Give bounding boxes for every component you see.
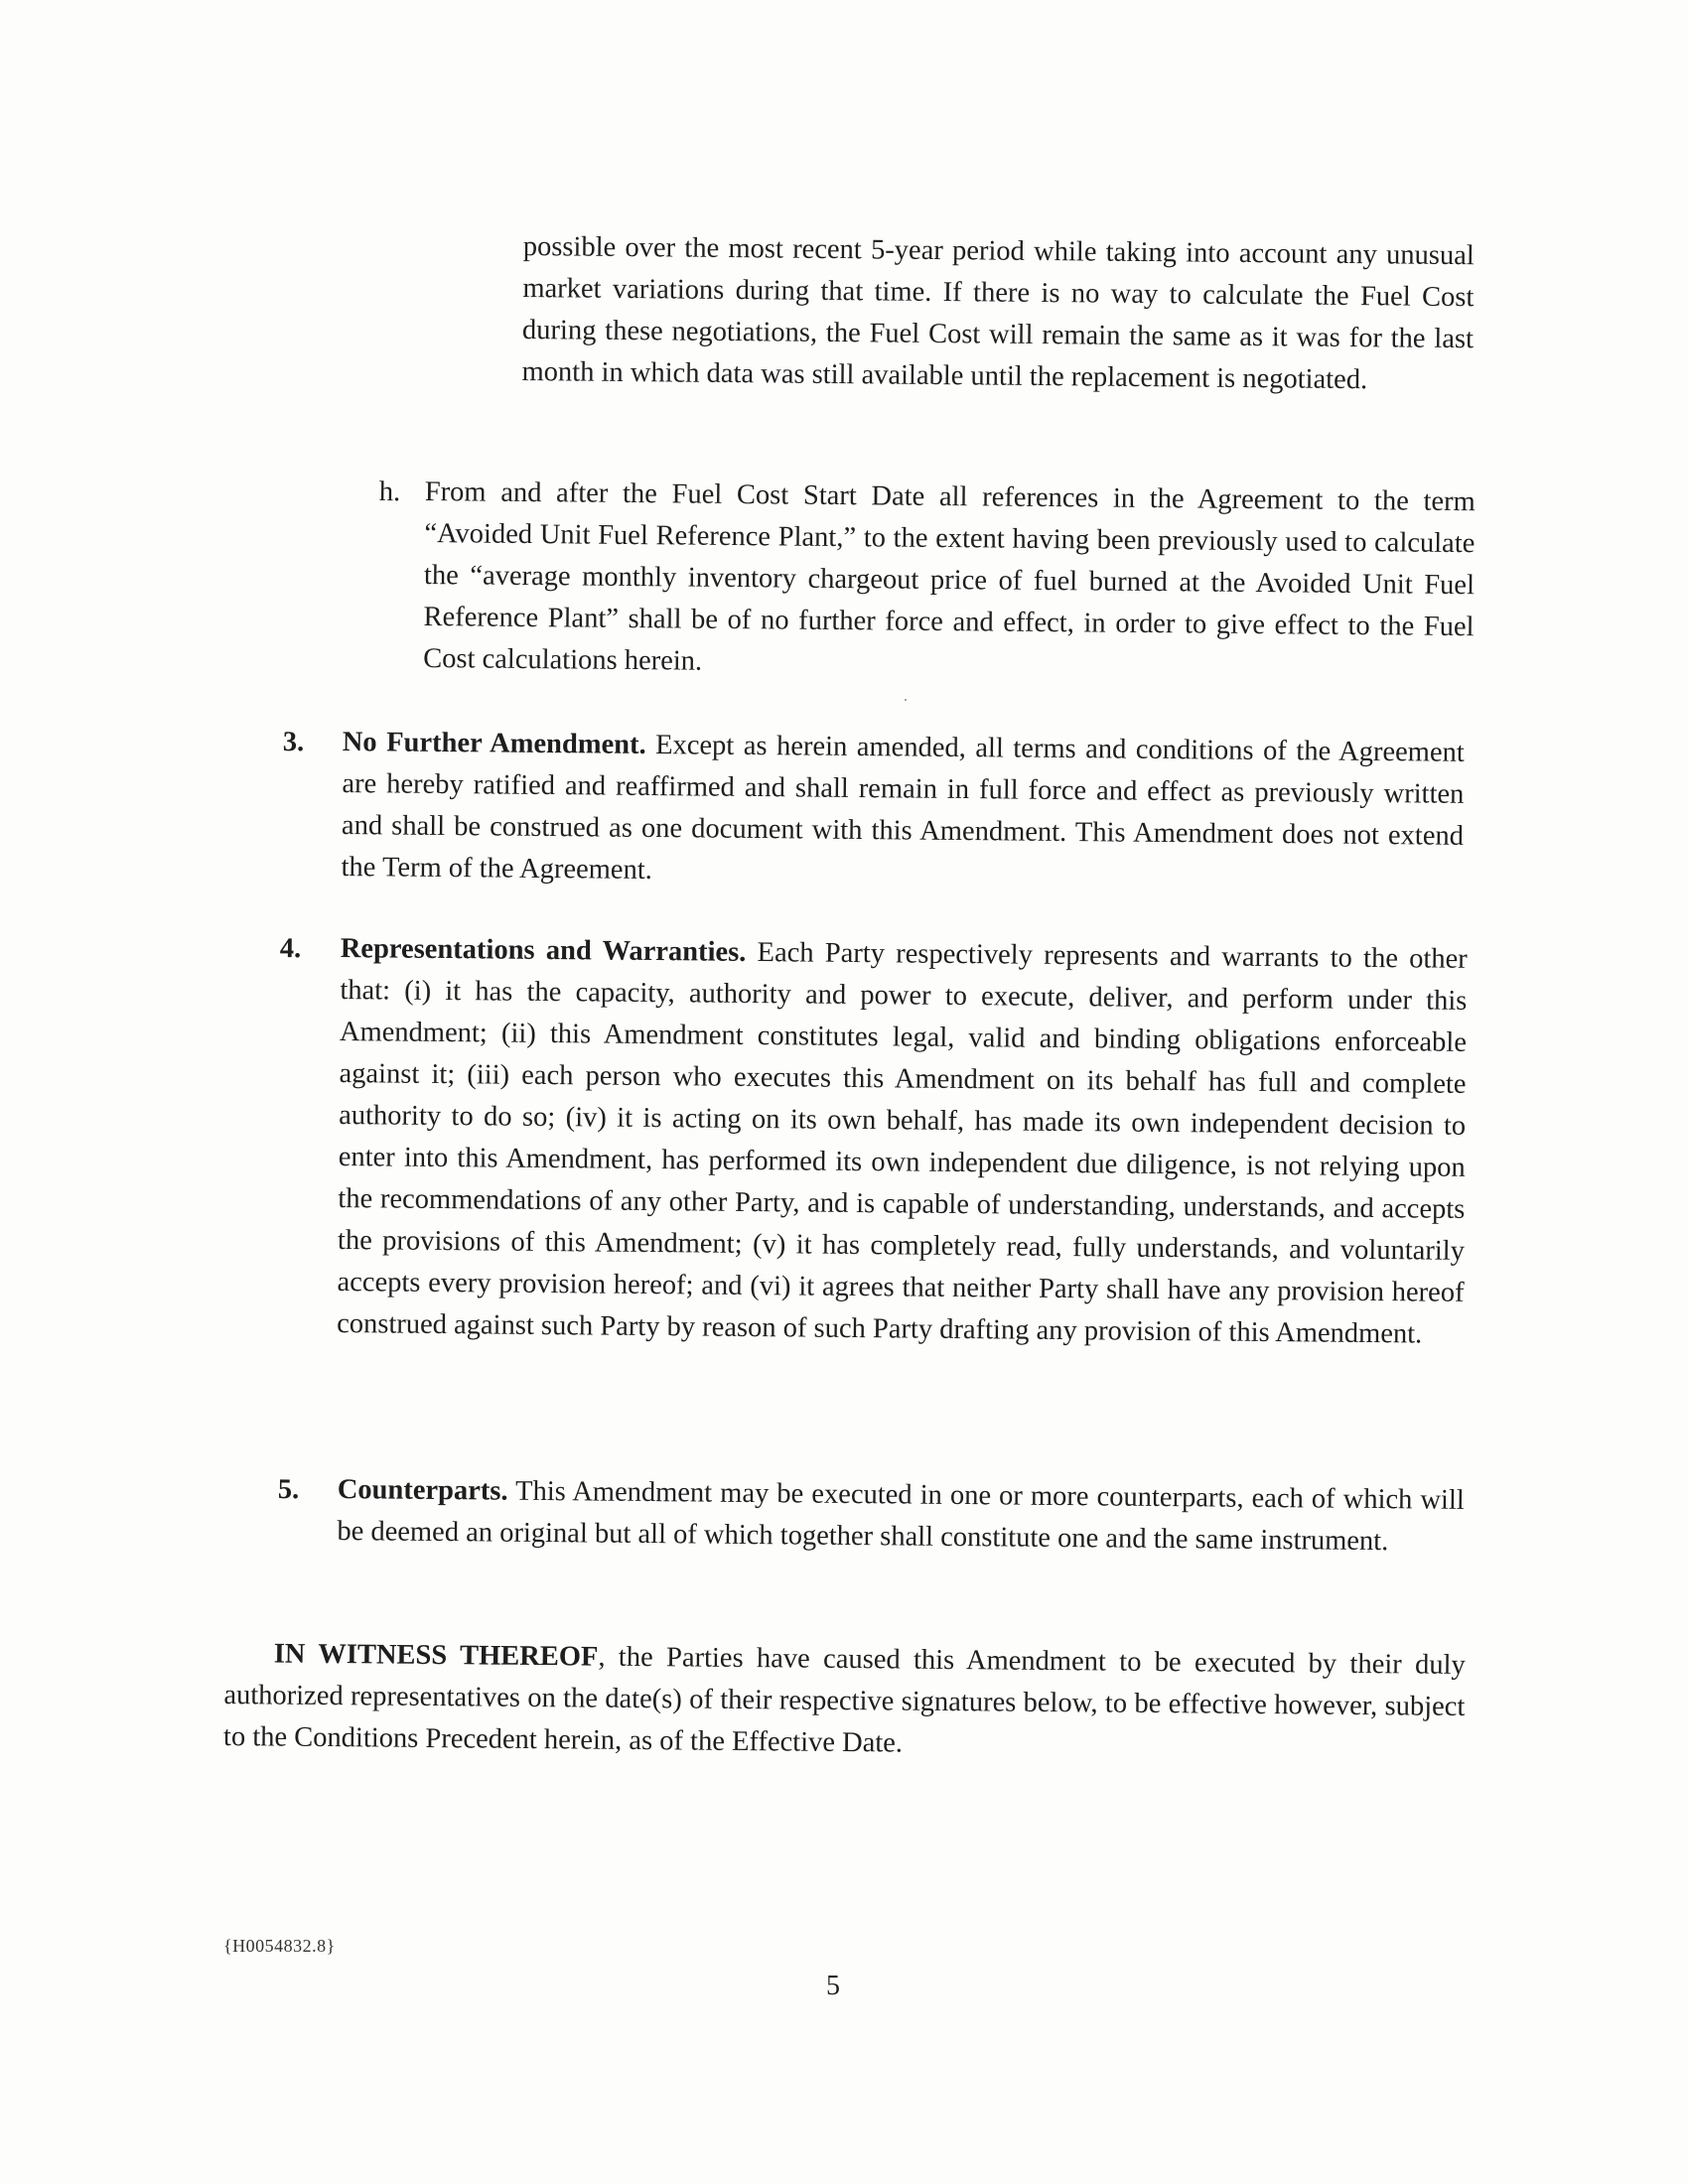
section-5-heading: Counterparts. bbox=[337, 1473, 508, 1507]
section-4-paragraph bbox=[337, 928, 1468, 1356]
section-4-heading: Representations and Warranties. bbox=[340, 932, 747, 968]
section-3-number: 3. bbox=[282, 726, 305, 758]
document-id: {H0054832.8} bbox=[223, 1936, 336, 1956]
scan-speck bbox=[905, 699, 907, 701]
page-number: 5 bbox=[826, 1971, 840, 2001]
witness-lead: IN WITNESS THEREOF bbox=[273, 1638, 599, 1673]
section-5-number: 5. bbox=[277, 1473, 300, 1506]
section-3-heading: No Further Amendment. bbox=[342, 726, 646, 760]
section-4-text: Each Party respectively represents and warrants to the other that: (i) it has the capacity, authority and power to execute, deliver, and perform under this Amendment; (ii) this Amendment constitutes legal, valid and binding obligations enforceable against it; (iii) each person who executes this Amendment on its behalf has full and complete authority to do so; (iv) it is acting on its own behalf, has made its own independent decision to enter into this Amendment, has performed its own independent due diligence, is not relying upon the recommendations of any other Party, and is capable of understanding, understands, and accepts the provisions of this Amendment; (v) it has completely read, fully understands, and voluntarily accepts every provision hereof; and (vi) it agrees that neither Party shall have any provision hereof construed against such Party by reason of such Party drafting any provision of this Amendment. bbox=[337, 936, 1468, 1350]
witness-paragraph bbox=[223, 1633, 1466, 1770]
section-5-text: This Amendment may be executed in one or more counterparts, each of which will be deemed an original but all of which together shall constitute one and the same instrument. bbox=[337, 1475, 1465, 1558]
section-5-paragraph bbox=[337, 1469, 1465, 1564]
paragraph-h-label: h. bbox=[378, 476, 401, 508]
witness-text: , the Parties have caused this Amendment to be executed by their duly authorized representatives on the date(s) of their respective signatures below, to be effective however, subject to the Conditions Precedent herein, as of the Effective Date. bbox=[222, 1641, 1466, 1759]
section-4-number: 4. bbox=[279, 932, 302, 965]
section-3-text: Except as herein amended, all terms and conditions of the Agreement are hereby ratified and reaffirmed and shall remain in full force and effect as previously written and shall be construed as one document with this Amendment. This Amendment does not extend the Term of the Agreement. bbox=[341, 729, 1465, 886]
section-3-paragraph bbox=[341, 722, 1465, 899]
paragraph-g-continued: possible over the most recent 5-year period while taking into account any unusual market variations during that time. If there is no way to calculate the Fuel Cost during these negotiations, the Fuel Cost will remain the same as it was for the last month in which data was still available until the replacement is negotiated. bbox=[521, 230, 1475, 396]
paragraph-h-text: From and after the Fuel Cost Start Date all references in the Agreement to the term “Avoided Unit Fuel Reference Plant,” to the extent having been previously used to calculate the “average monthly inventory chargeout price of fuel burned at the Avoided Unit Fuel Reference Plant” shall be of no further force and effect, in order to give effect to the Fuel Cost calculations herein. bbox=[423, 476, 1476, 677]
